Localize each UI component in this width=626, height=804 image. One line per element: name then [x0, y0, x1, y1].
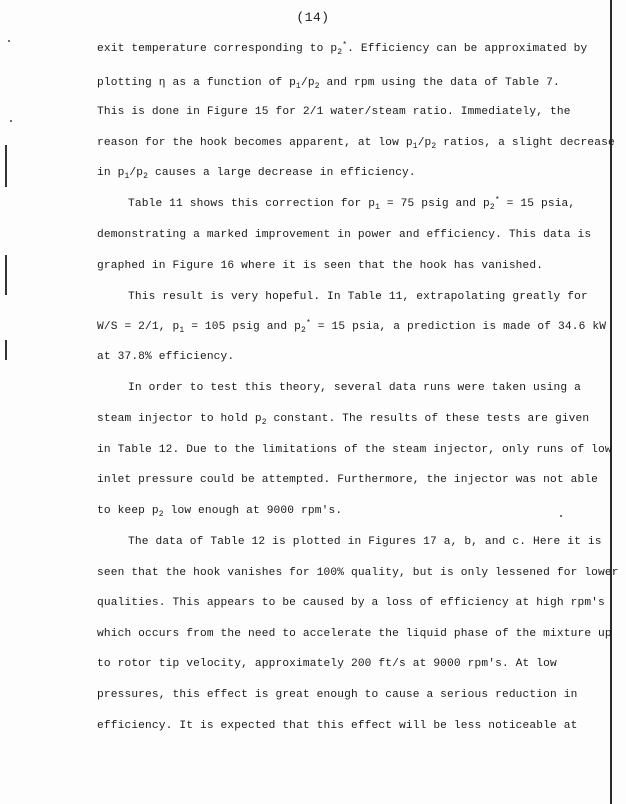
left-margin-mark [5, 255, 7, 295]
text-line: Table 11 shows this correction for $p_1 = 75$ psig and $p_2^* = 15$ psia, [128, 196, 576, 212]
scan-speck [8, 40, 10, 42]
text-line: steam injector to hold $p_2$ constant. The results of these tests are given [97, 413, 590, 427]
text-line: which occurs from the need to accelerate the liquid phase of the mixture up [97, 628, 612, 640]
text-line: This is done in Figure 15 for 2/1 water/steam ratio. Immediately, the [97, 106, 571, 118]
text-line: demonstrating a marked improvement in power and efficiency. This data is [97, 229, 592, 241]
text-line: to rotor tip velocity, approximately 200 ft/s at 9000 rpm's. At low [97, 658, 557, 670]
text-line: in Table 12. Due to the limitations of the steam injector, only runs of low [97, 444, 612, 456]
scan-speck [560, 515, 562, 517]
scan-speck [10, 120, 12, 122]
text-line: reason for the hook becomes apparent, at low $p_1/p_2$ ratios, a slight decrease [97, 137, 615, 151]
left-margin-mark [5, 145, 7, 187]
text-line: to keep $p_2$ low enough at 9000 rpm's. [97, 505, 343, 519]
text-line: efficiency. It is expected that this effect will be less noticeable at [97, 720, 578, 732]
text-line: In order to test this theory, several data runs were taken using a [128, 382, 581, 394]
left-margin-mark [5, 340, 7, 360]
text-line: W/S = 2/1, $p_1 = 105$ psig and $p_2^* = 15$ psia, a prediction is made of 34.6 kW [97, 319, 607, 335]
text-line: The data of Table 12 is plotted in Figures 17 a, b, and c. Here it is [128, 536, 602, 548]
page-number: (14) [296, 10, 330, 25]
right-margin-rule [610, 0, 612, 804]
text-line: pressures, this effect is great enough to cause a serious reduction in [97, 689, 578, 701]
text-line: in $p_1/p_2$ causes a large decrease in efficiency. [97, 167, 416, 181]
text-line: graphed in Figure 16 where it is seen that the hook has vanished. [97, 260, 544, 272]
text-line: This result is very hopeful. In Table 11, extrapolating greatly for [128, 291, 588, 303]
text-line: plotting η as a function of $p_1/p_2$ and rpm using the data of Table 7. [97, 77, 560, 91]
text-line: inlet pressure could be attempted. Furthermore, the injector was not able [97, 474, 599, 486]
text-line: qualities. This appears to be caused by a loss of efficiency at high rpm's [97, 597, 605, 609]
text-line: at 37.8% efficiency. [97, 351, 235, 363]
text-line: seen that the hook vanishes for 100% quality, but is only lessened for lower [97, 567, 619, 579]
text-line: exit temperature corresponding to $p_2^*$. Efficiency can be approximated by [97, 41, 588, 57]
